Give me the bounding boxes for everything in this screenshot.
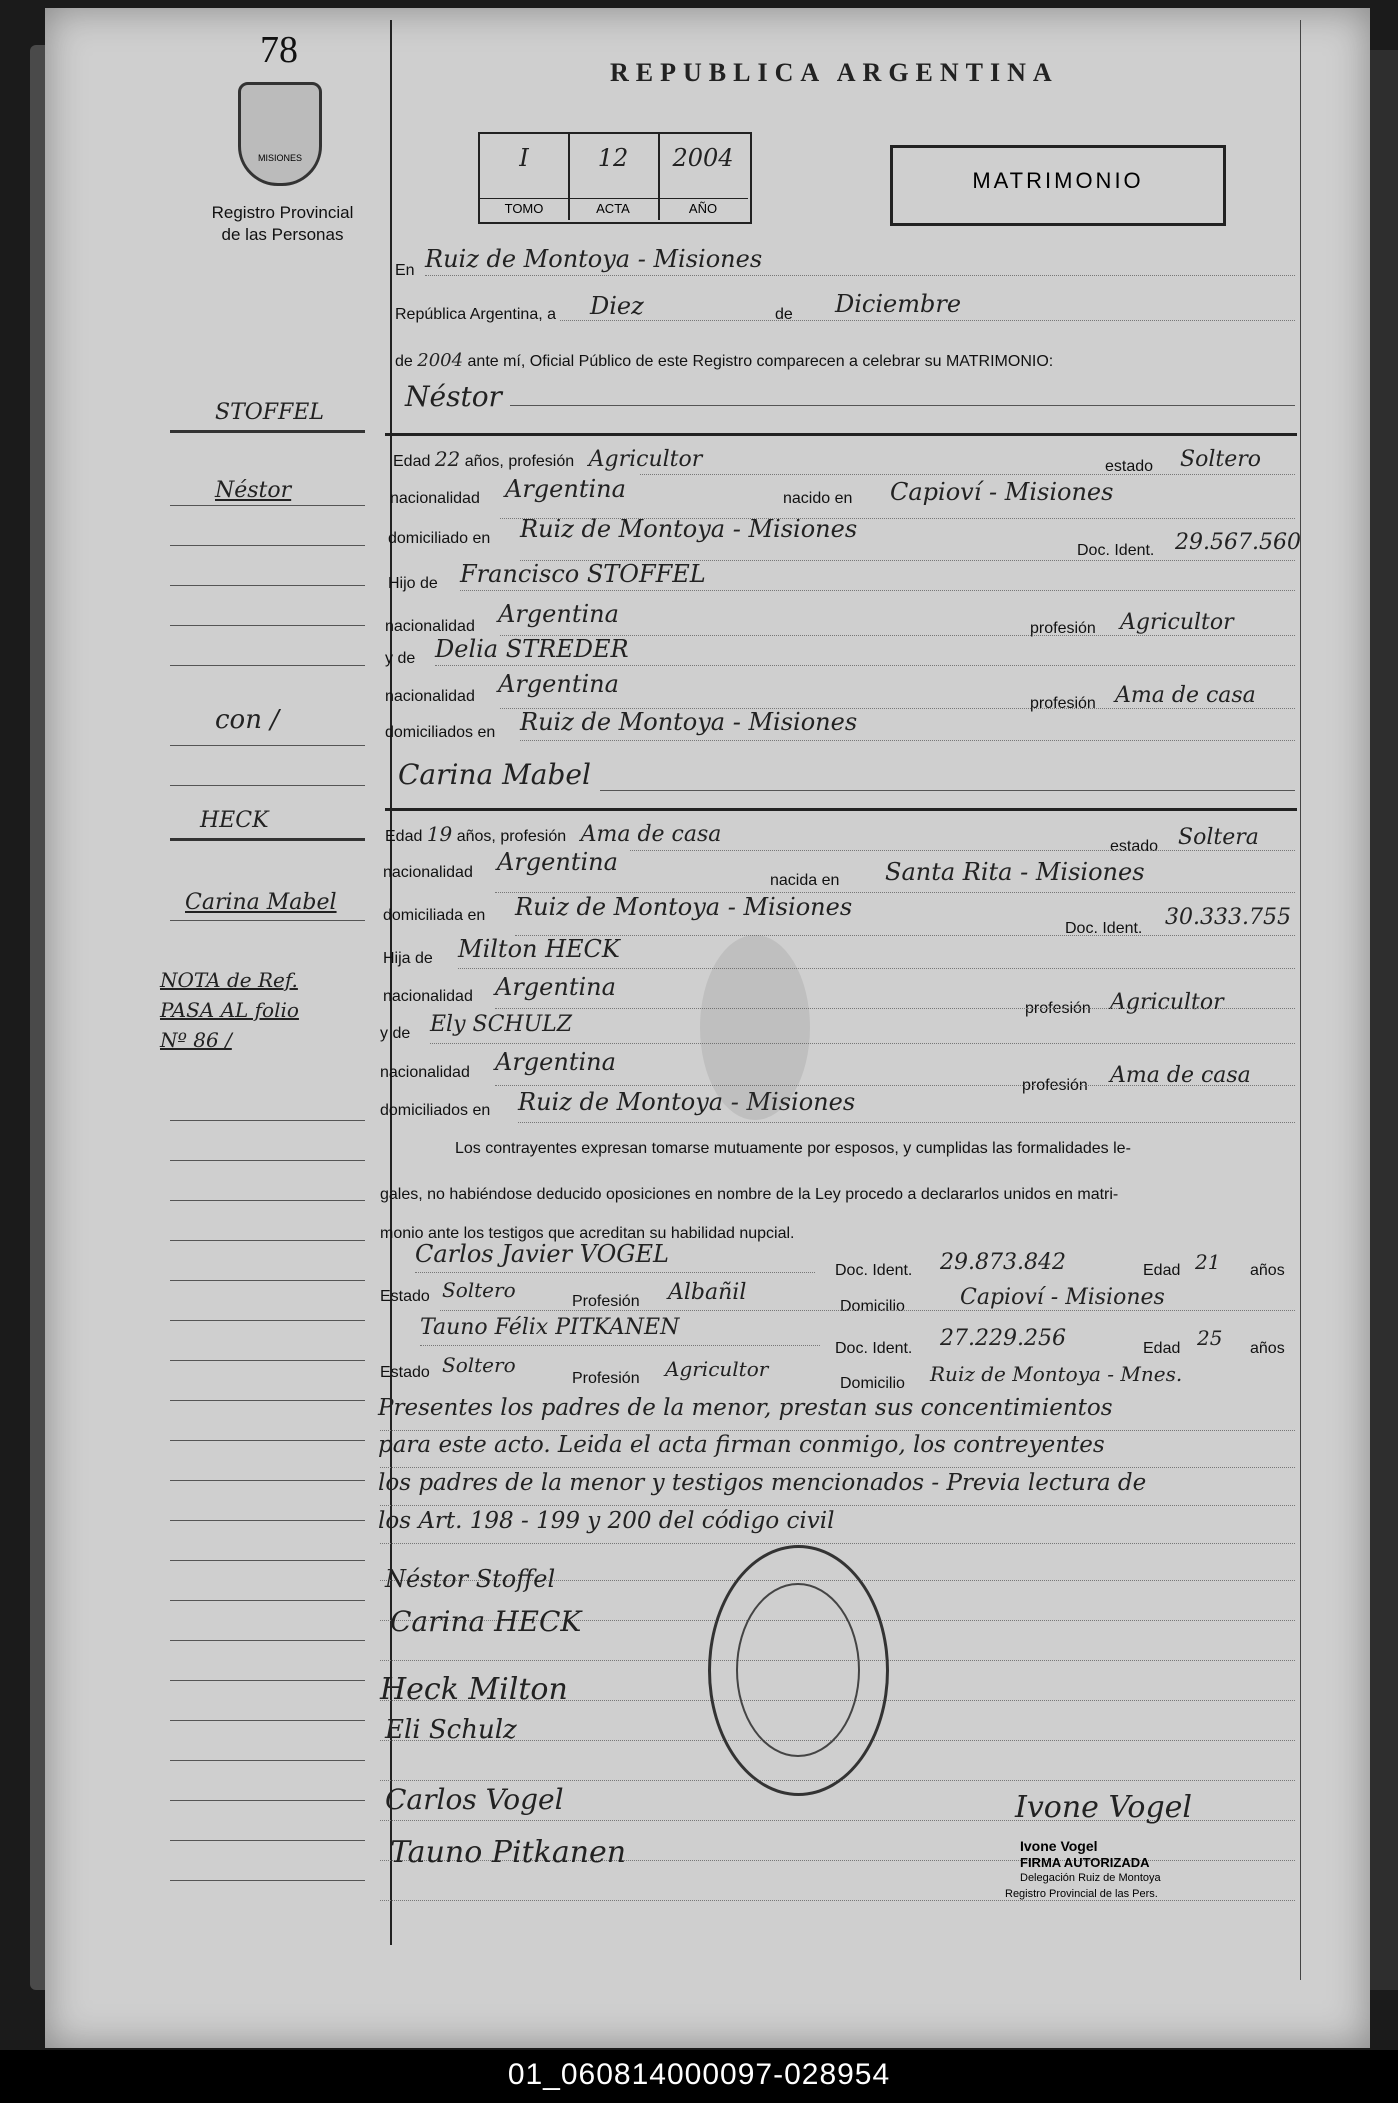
groom-estado: Soltero [1180, 447, 1261, 472]
witness-2-estado: Soltero [442, 1353, 516, 1377]
sidebar-bride-name: Carina Mabel [185, 890, 337, 915]
groom-name: Néstor [405, 380, 502, 413]
registry-line-1: Registro Provincial [211, 203, 354, 222]
bride-father-nac: Argentina [495, 973, 616, 1001]
nacionalidad-label: nacionalidad [383, 988, 473, 1005]
bride-nacionalidad: Argentina [497, 848, 618, 876]
declaration-line-2: gales, no habiéndose deducido oposiciones en nombre de la Ley procedo a declararlos unidos en matri- [380, 1186, 1119, 1203]
witness-2-profesion: Agricultor [665, 1357, 769, 1381]
tomo-cell [480, 134, 570, 220]
sidebar-note [160, 965, 299, 1055]
act-type: MATRIMONIO [972, 168, 1144, 193]
anos-profesion-label: años, profesión [456, 828, 567, 845]
day: Diez [590, 292, 644, 320]
registry-line-2: de las Personas [221, 225, 344, 244]
note-line-1: NOTA de Ref. [160, 968, 298, 992]
bride-nacida: Santa Rita - Misiones [885, 858, 1145, 886]
note-line-3: Nº 86 / [160, 1028, 232, 1052]
officer-name: Ivone Vogel [1020, 1838, 1098, 1854]
signature-bride-mother: Eli Schulz [385, 1715, 517, 1745]
anos-profesion-label: años, profesión [464, 453, 575, 470]
witness-1-edad: 21 [1195, 1250, 1221, 1274]
hija-label: Hija de [383, 950, 433, 967]
bride-father-prof: Agricultor [1110, 990, 1224, 1015]
bride-profesion: Ama de casa [580, 822, 722, 847]
estado-label: Estado [380, 1364, 430, 1381]
groom-nacionalidad: Argentina [505, 475, 626, 503]
y-de-label: y de [385, 650, 416, 667]
signature-bride: Carina HECK [390, 1605, 582, 1638]
profesion-label: Profesión [572, 1293, 640, 1310]
groom-parents-dom: Ruiz de Montoya - Misiones [520, 708, 858, 736]
anos-label: años [1250, 1262, 1285, 1279]
witness-2-edad: 25 [1197, 1326, 1223, 1350]
nacida-label: nacida en [770, 872, 840, 889]
remarks-line-4: los Art. 198 - 199 y 200 del código civil [378, 1508, 835, 1534]
registry-name [195, 202, 370, 246]
acta-value: 12 [597, 144, 629, 172]
domicilio-label: Domicilio [840, 1298, 905, 1315]
profesion-label: profesión [1030, 620, 1096, 637]
doc-label: Doc. Ident. [1065, 920, 1143, 937]
signature-groom: Néstor Stoffel [385, 1565, 556, 1593]
groom-father: Francisco STOFFEL [460, 560, 706, 588]
doc-label: Doc. Ident. [835, 1262, 913, 1279]
groom-mother-nac: Argentina [498, 670, 619, 698]
edad-label: Edad [385, 828, 423, 845]
edad-label: Edad [393, 453, 431, 470]
year-line [395, 350, 1053, 371]
year-prefix: de [395, 353, 413, 370]
sidebar-bride-surname: HECK [200, 808, 269, 833]
faint-stamp [700, 935, 810, 1120]
anos-label: años [1250, 1340, 1285, 1357]
bride-doc: 30.333.755 [1165, 905, 1291, 930]
remarks-line-3: los padres de la menor y testigos mencionados - Previa lectura de [378, 1470, 1147, 1496]
domiciliado-label: domiciliado en [388, 530, 491, 547]
groom-edad-line [393, 447, 702, 472]
seal-emblem-icon [736, 1583, 860, 1757]
bride-mother: Ely SCHULZ [430, 1012, 573, 1037]
province-emblem-icon [238, 82, 322, 186]
edad-label: Edad [1143, 1340, 1181, 1357]
witness-2-domicilio: Ruiz de Montoya - Mnes. [930, 1362, 1183, 1386]
bride-mother-prof: Ama de casa [1110, 1063, 1251, 1088]
witness-2-name: Tauno Félix PITKANEN [420, 1315, 680, 1340]
declaration-line-3: monio ante los testigos que acreditan su habilidad nupcial. [380, 1225, 795, 1242]
officer-office: Delegación Ruiz de Montoya [1020, 1872, 1161, 1884]
nacionalidad-label: nacionalidad [385, 618, 475, 635]
en-label: En [395, 262, 415, 279]
next-page-edge [1368, 50, 1398, 1990]
registry-seal-icon [708, 1545, 889, 1796]
witness-1-doc: 29.873.842 [940, 1250, 1066, 1275]
witness-1-profesion: Albañil [668, 1280, 747, 1305]
domiciliada-label: domiciliada en [383, 907, 486, 924]
ano-value: 2004 [672, 144, 734, 172]
sidebar-groom-surname: STOFFEL [215, 400, 324, 425]
bride-estado: Soltera [1178, 825, 1259, 850]
groom-profesion: Agricultor [588, 447, 703, 472]
bride-father: Milton HECK [458, 935, 620, 963]
groom-doc: 29.567.560 [1175, 530, 1301, 555]
bride-domicilio: Ruiz de Montoya - Misiones [515, 893, 853, 921]
remarks-line-2: para este acto. Leida el acta firman conmigo, los contreyentes [378, 1432, 1105, 1458]
sidebar-con: con / [215, 705, 279, 735]
bride-mother-nac: Argentina [495, 1048, 616, 1076]
tomo-label: TOMO [480, 198, 568, 216]
note-line-2: PASA AL folio [160, 998, 299, 1022]
domiciliados-label: domiciliados en [385, 724, 496, 741]
hijo-label: Hijo de [388, 575, 438, 592]
witness-1-name: Carlos Javier VOGEL [415, 1240, 669, 1268]
witness-2-doc: 27.229.256 [940, 1326, 1066, 1351]
nacionalidad-label: nacionalidad [390, 490, 480, 507]
place: Ruiz de Montoya - Misiones [425, 245, 763, 273]
profesion-label: profesión [1025, 1000, 1091, 1017]
signature-bride-father: Heck Milton [380, 1672, 568, 1707]
estado-label: estado [1105, 458, 1154, 475]
profesion-label: profesión [1022, 1077, 1088, 1094]
nacionalidad-label: nacionalidad [383, 864, 473, 881]
declaration-line-1: Los contrayentes expresan tomarse mutuamente por esposos, y cumplidas las formalidades le- [455, 1140, 1131, 1157]
bride-parents-dom: Ruiz de Montoya - Misiones [518, 1088, 856, 1116]
y-de-label: y de [380, 1025, 411, 1042]
doc-label: Doc. Ident. [1077, 542, 1155, 559]
margin-rule [390, 20, 392, 1945]
tomo-value: I [519, 144, 529, 172]
witness-1-domicilio: Capioví - Misiones [960, 1285, 1165, 1310]
ano-label: AÑO [658, 198, 748, 216]
act-type-box [890, 145, 1226, 226]
groom-nacido: Capioví - Misiones [890, 478, 1114, 506]
domicilio-label: Domicilio [840, 1375, 905, 1392]
acta-cell [568, 134, 660, 220]
ano-cell [658, 134, 748, 220]
sidebar-groom-name: Néstor [215, 478, 292, 503]
tomo-acta-ano-box [478, 132, 752, 224]
groom-edad: 22 [434, 447, 461, 471]
nacionalidad-label: nacionalidad [385, 688, 475, 705]
groom-domicilio: Ruiz de Montoya - Misiones [520, 515, 858, 543]
year: 2004 [417, 350, 464, 371]
nacionalidad-label: nacionalidad [380, 1064, 470, 1081]
republica-label: República Argentina, a [395, 306, 556, 323]
bride-name: Carina Mabel [398, 758, 591, 791]
emblem-label: MISIONES [257, 153, 302, 163]
nacido-label: nacido en [783, 490, 853, 507]
estado-label: Estado [380, 1288, 430, 1305]
de-label: de [775, 306, 793, 323]
signature-witness-1: Carlos Vogel [385, 1783, 564, 1816]
country-title: REPUBLICA ARGENTINA [610, 58, 1059, 87]
bride-edad-line [385, 822, 721, 847]
groom-mother: Delia STREDER [435, 635, 629, 663]
month: Diciembre [835, 290, 962, 318]
profesion-label: profesión [1030, 695, 1096, 712]
acta-label: ACTA [568, 198, 658, 216]
witness-1-estado: Soltero [442, 1278, 516, 1302]
statement: ante mí, Oficial Público de este Registro comparecen a celebrar su MATRIMONIO: [467, 353, 1054, 370]
bride-edad: 19 [426, 822, 453, 846]
officer-title: FIRMA AUTORIZADA [1020, 1855, 1150, 1870]
groom-mother-prof: Ama de casa [1115, 683, 1256, 708]
right-rule [1300, 20, 1301, 1980]
page-number: 78 [260, 29, 298, 71]
groom-father-prof: Agricultor [1120, 610, 1234, 635]
officer-registry: Registro Provincial de las Pers. [1005, 1888, 1158, 1900]
remarks-line-1: Presentes los padres de la menor, prestan sus concentimientos [378, 1395, 1113, 1421]
signature-witness-2: Tauno Pitkanen [390, 1835, 627, 1870]
estado-label: estado [1110, 838, 1159, 855]
document-id: 01_060814000097-028954 [507, 2058, 891, 2091]
doc-label: Doc. Ident. [835, 1340, 913, 1357]
groom-father-nac: Argentina [498, 600, 619, 628]
edad-label: Edad [1143, 1262, 1181, 1279]
officer-signature: Ivone Vogel [1015, 1790, 1192, 1825]
profesion-label: Profesión [572, 1370, 640, 1387]
domiciliados-label: domiciliados en [380, 1102, 491, 1119]
